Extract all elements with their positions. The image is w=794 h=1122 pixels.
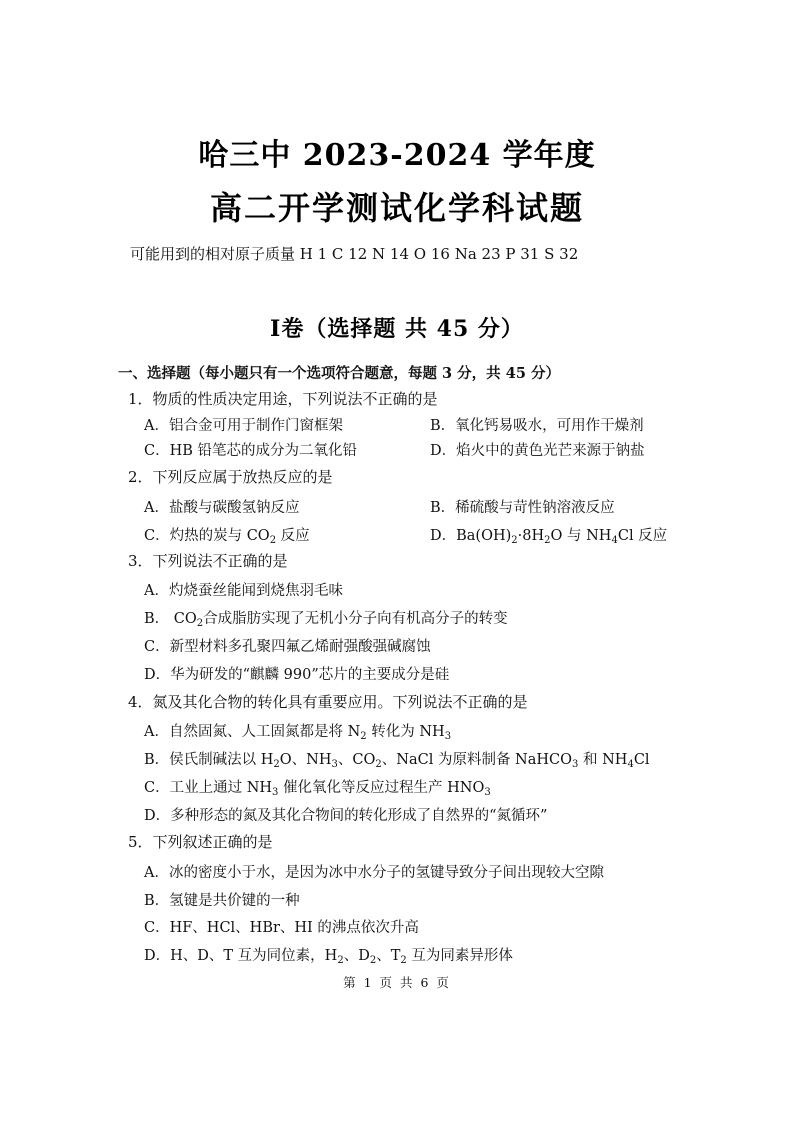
- page-footer: 第 1 页 共 6 页: [343, 975, 451, 990]
- question-4-option-d: D．多种形态的氮及其化合物间的转化形成了自然界的“氮循环”: [144, 808, 548, 824]
- question-1-stem: 1．物质的性质决定用途，下列说法不正确的是: [128, 390, 438, 408]
- question-5-option-b: B．氢键是共价键的一种: [144, 893, 300, 909]
- question-1-option-b: B．氧化钙易吸水，可用作干燥剂: [430, 418, 644, 434]
- question-3-option-b: B． $CO_2$合成脂肪实现了无机小分子向有机高分子的转变: [144, 611, 508, 629]
- question-2-option-b: B．稀硫酸与苛性钠溶液反应: [430, 500, 615, 516]
- atomic-masses: 可能用到的相对原子质量 H 1 C 12 N 14 O 16 Na 23 P 31 S 32: [130, 245, 579, 263]
- question-2-option-a: A．盐酸与碳酸氢钠反应: [144, 500, 300, 516]
- exam-title-line2: 高二开学测试化学科试题: [209, 189, 584, 227]
- question-2-option-d: D．$Ba(OH)_2\cdot 8H_2O$ 与 $NH_4Cl$ 反应: [430, 528, 668, 546]
- question-1-option-c: C．HB 铅笔芯的成分为二氧化铅: [144, 443, 358, 459]
- question-5-stem: 5．下列叙述正确的是: [128, 833, 273, 851]
- question-5-option-c: C．HF、HCl、HBr、HI 的沸点依次升高: [144, 920, 419, 936]
- exam-title-line1: 哈三中 2023-2024 学年度: [198, 138, 596, 173]
- question-4-option-a: A．自然固氮、人工固氮都是将 $N_2$ 转化为 $NH_3$: [144, 724, 452, 742]
- question-3-option-d: D．华为研发的“麒麟 990”芯片的主要成分是硅: [144, 667, 450, 683]
- question-4-option-b: B．侯氏制碱法以 $H_2O$、$NH_3$、$CO_2$、NaCl 为原料制备 NaHCO$_3$ 和 $NH_4Cl$: [144, 752, 650, 770]
- part-heading: 一、选择题（每小题只有一个选项符合题意，每题 3 分，共 45 分）: [118, 365, 560, 382]
- question-3-option-c: C．新型材料多孔聚四氟乙烯耐强酸强碱腐蚀: [144, 639, 431, 655]
- question-2-option-c: C．灼热的炭与 $CO_2$ 反应: [144, 528, 310, 546]
- question-2-stem: 2．下列反应属于放热反应的是: [128, 468, 333, 486]
- section-title: I卷（选择题 共 45 分）: [270, 316, 524, 342]
- question-3-stem: 3．下列说法不正确的是: [128, 552, 288, 570]
- question-4-stem: 4．氮及其化合物的转化具有重要应用。下列说法不正确的是: [128, 693, 528, 711]
- question-3-option-a: A．灼烧蚕丝能闻到烧焦羽毛味: [144, 583, 343, 599]
- question-4-option-c: C．工业上通过 $NH_3$ 催化氧化等反应过程生产 $HNO_3$: [144, 780, 491, 798]
- question-5-option-d: D．H、D、T 互为同位素，$H_2$、$D_2$、$T_2$ 互为同素异形体: [144, 948, 513, 966]
- question-1-option-d: D．焰火中的黄色光芒来源于钠盐: [430, 443, 645, 459]
- question-5-option-a: A．冰的密度小于水，是因为冰中水分子的氢键导致分子间出现较大空隙: [144, 865, 604, 881]
- question-1-option-a: A．铝合金可用于制作门窗框架: [144, 418, 343, 434]
